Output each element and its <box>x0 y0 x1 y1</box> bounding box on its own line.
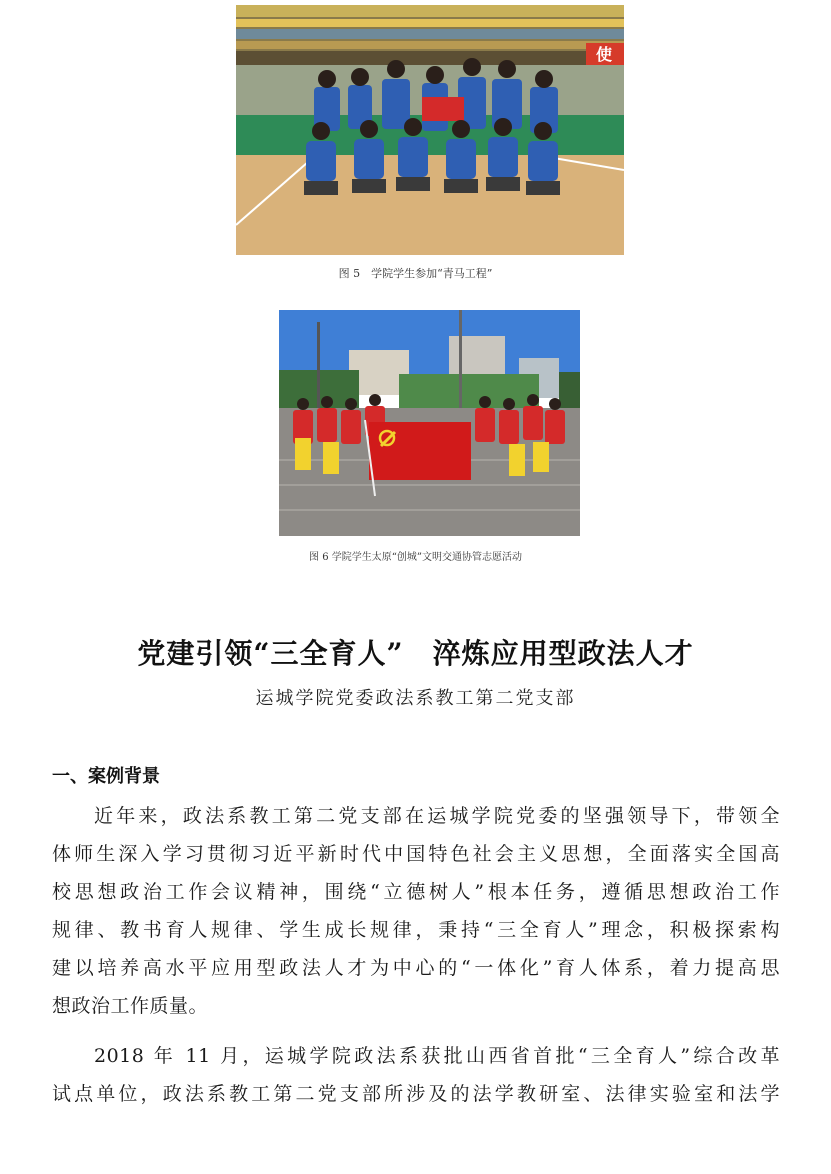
paragraph-line: 校思想政治工作会议精神，围绕“立德树人”根本任务，遵循思想政治工作 <box>52 881 780 903</box>
paragraph-line: 建以培养高水平应用型政法人才为中心的“一体化”育人体系，着力提高思 <box>52 957 780 979</box>
paragraph-line: 想政治工作质量。 <box>52 995 209 1017</box>
article-subtitle: 运城学院党委政法系教工第二党支部 <box>255 688 576 709</box>
figure-6-caption: 图 6 学院学生太原“创城”文明交通协管志愿活动 <box>309 552 522 563</box>
paragraph-line: 试点单位，政法系教工第二党支部所涉及的法学教研室、法律实验室和法学 <box>52 1083 780 1105</box>
paragraph-line: 体师生深入学习贯彻习近平新时代中国特色社会主义思想，全面落实全国高 <box>52 843 780 865</box>
paragraph-1 <box>52 797 780 1025</box>
article-title: 党建引领“三全育人” 淬炼应用型政法人才 <box>137 637 694 670</box>
section-heading: 一、案例背景 <box>52 766 160 787</box>
figure-5-photo <box>236 5 624 255</box>
paragraph-line: 近年来，政法系教工第二党支部在运城学院党委的坚强领导下，带领全 <box>94 805 780 827</box>
paragraph-2 <box>52 1037 780 1113</box>
banner-text: 使 <box>596 45 613 64</box>
paragraph-line: 2018 年 11 月，运城学院政法系获批山西省首批“三全育人”综合改革 <box>94 1045 780 1067</box>
figure-5-caption: 图 5 学院学生参加“青马工程” <box>338 267 493 280</box>
figure-6-photo <box>279 310 580 536</box>
paragraph-line: 规律、教书育人规律、学生成长规律，秉持“三全育人”理念，积极探索构 <box>52 919 780 941</box>
